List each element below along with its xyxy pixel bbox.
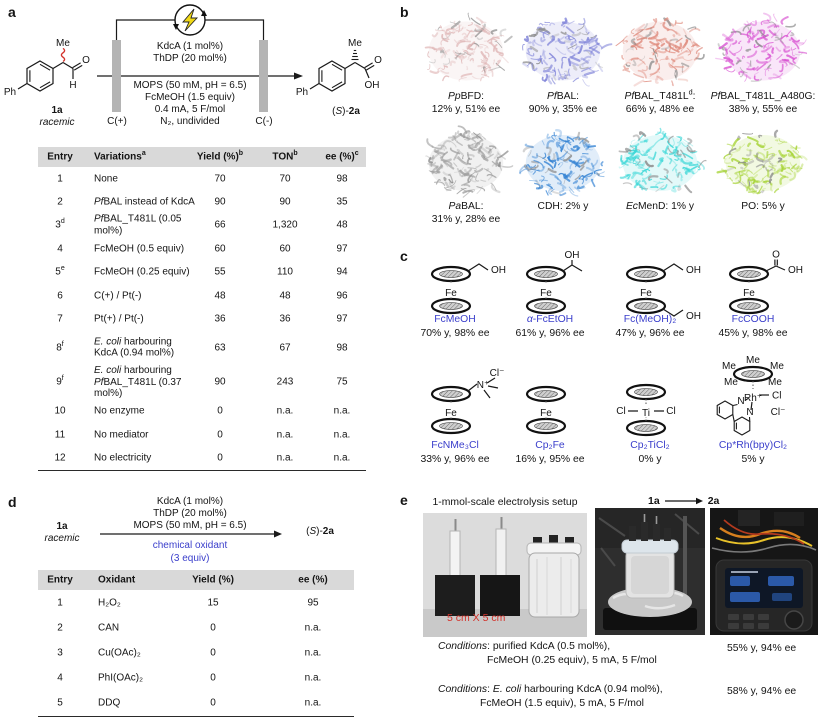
table-row <box>38 307 366 330</box>
svg-text:Fe: Fe <box>445 288 457 299</box>
table-cell: 2 <box>57 622 63 634</box>
mediator-card-cp2ticl2 <box>600 370 700 470</box>
mediator-card-cprh <box>703 355 803 470</box>
structure-fcetoh <box>500 252 600 318</box>
substrate-1a-label-d: 1a <box>56 521 68 532</box>
mediator-result: 47% y, 96% ee <box>615 328 685 339</box>
table-cell: 66 <box>214 219 226 231</box>
table-cell: 63 <box>214 342 226 354</box>
panel-d-label: d <box>8 494 17 510</box>
column-header: Entry <box>47 151 73 163</box>
photo-electrolysis-setup <box>595 508 705 635</box>
column-header: Variations$^a$ <box>94 149 146 163</box>
substrate-racemic-note-d: racemic <box>44 533 80 544</box>
protein-card <box>513 12 613 116</box>
mediator-label: Fc(MeOH)₂ <box>623 314 677 325</box>
svg-text:Ph: Ph <box>3 87 17 98</box>
structure-cp2fe <box>500 370 600 444</box>
protein-card <box>707 12 819 116</box>
table-cell: E. coli harbouring PfBAL_T481L (0.37 mol%) <box>94 365 182 400</box>
condition-line: N₂, undivided <box>160 116 220 127</box>
table-cell: 90 <box>214 376 226 388</box>
substrate-1a-structure <box>4 38 90 98</box>
table-cell: n.a. <box>276 405 294 417</box>
protein-card <box>416 126 516 226</box>
svg-text:H: H <box>69 80 77 91</box>
protein-name: PO: 5% y <box>741 201 785 212</box>
table-cell: 0 <box>210 647 216 659</box>
protein-card <box>610 12 710 116</box>
table-cell: 90 <box>214 196 226 208</box>
table-cell: H₂O₂ <box>98 596 121 608</box>
table-cell: Pt(+) / Pt(-) <box>94 313 144 325</box>
table-cell: 60 <box>279 243 291 255</box>
panel-e-title: 1-mmol-scale electrolysis setup <box>432 497 578 508</box>
table-cell: No mediator <box>94 429 149 441</box>
mediator-card-fcmeoh2 <box>600 252 700 352</box>
protein-structure-image <box>517 126 609 200</box>
svg-text:N: N <box>737 396 745 407</box>
protein-name: $PfBAL\_T481L^d$: <box>624 87 696 102</box>
table-cell: n.a. <box>333 429 351 441</box>
svg-text:OH: OH <box>788 265 803 276</box>
table-cell: n.a. <box>333 405 351 417</box>
table-cell: E. coli harbouring KdcA (0.94 mol%) <box>94 336 175 359</box>
wire-right <box>205 20 264 40</box>
protein-structure-image <box>717 12 809 90</box>
table-cell: PhI(OAc)₂ <box>98 672 143 684</box>
table-cell: 1,320 <box>272 219 298 231</box>
table-row <box>38 691 354 716</box>
table-row <box>38 167 366 190</box>
condition-line: FcMeOH (1.5 equiv) <box>144 92 236 103</box>
condition-line: KdcA (1 mol%) <box>156 496 224 507</box>
column-header: ee (%)$^c$ <box>325 149 359 163</box>
svg-text:O: O <box>772 249 780 261</box>
mediator-label: FcMeOH <box>434 314 476 325</box>
table-cell: 0 <box>210 622 216 634</box>
table-row <box>38 284 366 307</box>
table-row <box>38 261 366 284</box>
protein-result: 66% y, 48% ee <box>625 104 695 115</box>
table-cell: n.a. <box>276 429 294 441</box>
condition-line: KdcA (1 mol%) <box>156 41 224 52</box>
table-cell: 5e <box>55 265 65 278</box>
mediator-label: FcNMe₃Cl <box>431 440 479 451</box>
protein-card <box>610 126 710 213</box>
table-cell: No electricity <box>94 452 152 464</box>
scale-label: 5 cm X 5 cm <box>447 612 506 624</box>
table-row <box>38 423 366 446</box>
run2-conditions-line2: FcMeOH (1.5 equiv), 5 mA, 5 F/mol <box>480 698 644 709</box>
table-cell: CAN <box>98 622 120 634</box>
table-row <box>38 447 366 470</box>
condition-line: ThDP (20 mol%) <box>153 53 227 64</box>
oxidant-condition: chemical oxidant <box>152 540 228 551</box>
protein-name: EcMenD: 1% y <box>625 201 695 212</box>
product-2a-label: (S)-2a <box>332 106 360 117</box>
protein-card <box>416 12 516 116</box>
table-cell: 0 <box>217 405 223 417</box>
substrate-racemic-note: racemic <box>39 117 75 128</box>
svg-text:Cl⁻: Cl⁻ <box>770 407 786 418</box>
table-cell: 110 <box>277 266 293 278</box>
table-cell: 48 <box>336 219 348 231</box>
protein-result: 38% y, 55% ee <box>728 104 798 115</box>
svg-text:OH: OH <box>686 311 701 322</box>
table-cell: 11 <box>54 429 66 441</box>
table-cell: 7 <box>57 313 63 325</box>
table-a <box>38 147 366 470</box>
mediator-result: 5% y <box>741 454 765 465</box>
electrode-anode-label: C(+) <box>107 116 127 127</box>
svg-text:Fe: Fe <box>640 288 652 299</box>
table-row <box>38 237 366 260</box>
mediator-result: 0% y <box>638 454 662 465</box>
table-row <box>38 666 354 691</box>
svg-text:Cl: Cl <box>772 390 782 402</box>
protein-structure-image <box>614 12 706 90</box>
substrate-1a-label: 1a <box>51 105 63 116</box>
table-cell: 60 <box>214 243 226 255</box>
svg-text:Me: Me <box>348 38 362 49</box>
flow-from: 1a <box>648 495 660 507</box>
table-cell: 0 <box>210 672 216 684</box>
table-cell: None <box>94 172 118 184</box>
table-bottom-rule <box>38 470 366 471</box>
product-2a-structure <box>296 38 382 98</box>
condition-line: ThDP (20 mol%) <box>153 508 227 519</box>
run2-conditions-line1: Conditions: E. coli harbouring KdcA (0.94 mol%), <box>438 684 663 695</box>
table-cell: 35 <box>336 196 348 208</box>
table-cell: FcMeOH (0.5 equiv) <box>94 243 185 255</box>
svg-text:Me: Me <box>770 361 784 372</box>
table-cell: DDQ <box>98 697 121 709</box>
svg-text:Cl⁻: Cl⁻ <box>489 368 505 379</box>
table-cell: 0 <box>217 452 223 464</box>
svg-text:Me: Me <box>56 38 70 49</box>
column-header: Yield (%)$^b$ <box>196 149 244 163</box>
table-cell: n.a. <box>304 622 322 634</box>
svg-text:Me: Me <box>768 377 782 388</box>
condition-line: MOPS (50 mM, pH = 6.5) <box>133 520 247 531</box>
table-cell: n.a. <box>276 452 294 464</box>
table-cell: n.a. <box>304 697 322 709</box>
mediator-label: FcCOOH <box>731 314 775 325</box>
svg-text:OH: OH <box>686 265 701 276</box>
table-cell: 15 <box>207 596 219 608</box>
panel-e-label: e <box>400 492 408 508</box>
protein-structure-image <box>420 12 512 90</box>
structure-cp2ticl2 <box>600 370 700 444</box>
table-cell: 0 <box>210 697 216 709</box>
svg-text:Cl: Cl <box>616 406 626 417</box>
protein-result: 31% y, 28% ee <box>431 214 501 225</box>
column-header: ee (%) <box>298 574 328 586</box>
table-cell: 9$^f$ <box>56 375 64 388</box>
table-cell: 67 <box>279 342 291 354</box>
protein-name: CDH: 2% y <box>537 201 589 212</box>
table-cell: 48 <box>214 289 226 301</box>
table-cell: n.a. <box>304 647 322 659</box>
table-cell: C(+) / Pt(-) <box>94 289 142 301</box>
table-row <box>38 365 366 400</box>
protein-name: PfBAL: <box>546 91 580 102</box>
svg-text:Fe: Fe <box>743 288 755 299</box>
flow-1a-2a <box>648 495 719 507</box>
svg-text:Ti: Ti <box>642 408 650 419</box>
photo-power-supply <box>710 508 818 635</box>
table-cell: 70 <box>214 172 226 184</box>
svg-text:Fe: Fe <box>540 288 552 299</box>
protein-name: PpBFD: <box>447 91 485 102</box>
electrode-cathode-label: C(-) <box>255 116 273 127</box>
table-cell: 95 <box>307 596 319 608</box>
svg-text:OH: OH <box>491 265 506 276</box>
mediator-result: 61% y, 96% ee <box>515 328 585 339</box>
product-2a-label-d: (S)-2a <box>306 526 334 537</box>
protein-card <box>513 126 613 213</box>
table-cell: 97 <box>336 313 348 325</box>
svg-text:OH: OH <box>364 80 380 91</box>
table-header-row <box>38 570 354 590</box>
structure-fcnme3cl <box>405 370 505 444</box>
column-header: TON$^b$ <box>272 149 298 163</box>
table-cell: 3$^d$ <box>55 218 65 231</box>
mediator-result: 70% y, 98% ee <box>420 328 490 339</box>
svg-text:Rh⁺: Rh⁺ <box>743 393 763 404</box>
table-cell: 8$^f$ <box>56 340 64 354</box>
table-row <box>38 331 366 366</box>
column-header: Entry <box>47 574 73 586</box>
table-d <box>38 570 354 716</box>
condition-line: 0.4 mA, 5 F/mol <box>154 104 226 115</box>
structure-fcmeoh <box>405 252 505 318</box>
mediator-card-fcetoh <box>500 252 600 352</box>
svg-text:Me: Me <box>722 361 736 372</box>
run1-result: 55% y, 94% ee <box>727 643 797 654</box>
table-cell: 3 <box>57 647 63 659</box>
table-cell: 75 <box>336 376 348 388</box>
flow-arrow-icon <box>664 496 704 506</box>
svg-text:O: O <box>82 55 90 66</box>
mediator-result: 45% y, 98% ee <box>718 328 788 339</box>
table-bottom-rule <box>38 716 354 717</box>
table-cell: 36 <box>279 313 291 325</box>
table-cell: PfBAL_T481L (0.05 mol%) <box>94 213 182 237</box>
table-cell: 36 <box>214 313 226 325</box>
run1-conditions-line2: FcMeOH (0.25 equiv), 5 mA, 5 F/mol <box>487 655 657 666</box>
mediator-result: 33% y, 96% ee <box>420 454 490 465</box>
run2-result: 58% y, 94% ee <box>727 686 797 697</box>
hashed-wedge <box>352 51 359 60</box>
run1-conditions-line1: Conditions: purified KdcA (0.5 mol%), <box>438 641 611 652</box>
table-row <box>38 400 366 423</box>
table-header-row <box>38 147 366 167</box>
table-cell: 10 <box>54 405 66 417</box>
table-row <box>38 190 366 213</box>
protein-structure-image <box>614 126 706 200</box>
svg-text:Cl: Cl <box>666 406 676 417</box>
table-cell: 97 <box>336 243 348 255</box>
table-cell: 5 <box>57 697 63 709</box>
panel-a-label: a <box>8 4 16 20</box>
table-cell: Cu(OAc)₂ <box>98 647 141 659</box>
table-cell: 96 <box>336 289 348 301</box>
table-cell: PfBAL instead of KdcA <box>94 196 195 208</box>
mediator-result: 16% y, 95% ee <box>515 454 585 465</box>
protein-structure-image <box>717 126 809 200</box>
table-cell: No enzyme <box>94 405 145 417</box>
table-cell: 0 <box>217 429 223 441</box>
table-cell: 12 <box>54 452 66 464</box>
condition-line: MOPS (50 mM, pH = 6.5) <box>133 80 247 91</box>
svg-text:OH: OH <box>564 250 580 261</box>
table-row <box>38 640 354 665</box>
table-cell: 48 <box>279 289 291 301</box>
table-cell: 90 <box>279 196 291 208</box>
svg-text:Me: Me <box>746 355 760 366</box>
table-row <box>38 590 354 615</box>
table-cell: 70 <box>279 172 291 184</box>
table-row <box>38 615 354 640</box>
table-cell: FcMeOH (0.25 equiv) <box>94 266 190 278</box>
table-cell: 94 <box>336 266 348 278</box>
svg-text:Fe: Fe <box>540 408 552 419</box>
table-cell: 1 <box>57 172 63 184</box>
structure-fccooh <box>703 249 803 318</box>
mediator-label: α-FcEtOH <box>526 314 574 325</box>
table-cell: 98 <box>336 342 348 354</box>
table-cell: 243 <box>276 376 294 388</box>
table-cell: 1 <box>57 596 63 608</box>
flow-to: 2a <box>707 495 720 507</box>
table-cell: 55 <box>214 266 226 278</box>
svg-text:Ph: Ph <box>295 87 309 98</box>
protein-structure-image <box>517 12 609 90</box>
table-cell: 2 <box>57 196 63 208</box>
mediator-label: Cp*Rh(bpy)Cl₂ <box>718 440 788 451</box>
mediator-label: Cp₂TiCl₂ <box>630 440 670 451</box>
table-cell: n.a. <box>333 452 351 464</box>
panel-b-label: b <box>400 4 409 20</box>
svg-text:N⁺: N⁺ <box>476 380 490 391</box>
column-header: Yield (%) <box>192 574 234 586</box>
table-cell: 4 <box>57 672 63 684</box>
svg-text:Fe: Fe <box>445 408 457 419</box>
table-cell: 4 <box>57 243 63 255</box>
protein-result: 12% y, 51% ee <box>431 104 501 115</box>
protein-name: PaBAL: <box>448 201 484 212</box>
mediator-card-cp2fe <box>500 370 600 470</box>
mediator-label: Cp₂Fe <box>535 440 565 451</box>
structure-cprh-bpy <box>703 355 803 438</box>
wire-left <box>117 20 176 40</box>
protein-card <box>707 126 819 213</box>
lightning-icon <box>173 5 207 35</box>
table-cell: 6 <box>57 289 63 301</box>
oxidant-equiv: (3 equiv) <box>170 553 210 564</box>
mediator-card-fccooh <box>703 249 803 352</box>
column-header: Oxidant <box>98 574 136 586</box>
table-cell: n.a. <box>304 672 322 684</box>
reaction-arrow-d <box>98 527 288 541</box>
svg-text:N: N <box>746 407 754 418</box>
panel-c-label: c <box>400 248 408 264</box>
protein-name: PfBAL_T481L_A480G: <box>710 91 816 102</box>
svg-text:Me: Me <box>724 377 738 388</box>
protein-structure-image <box>420 126 512 200</box>
table-cell: 98 <box>336 172 348 184</box>
protein-result: 90% y, 35% ee <box>528 104 598 115</box>
table-row <box>38 214 366 237</box>
svg-text:O: O <box>374 55 382 66</box>
